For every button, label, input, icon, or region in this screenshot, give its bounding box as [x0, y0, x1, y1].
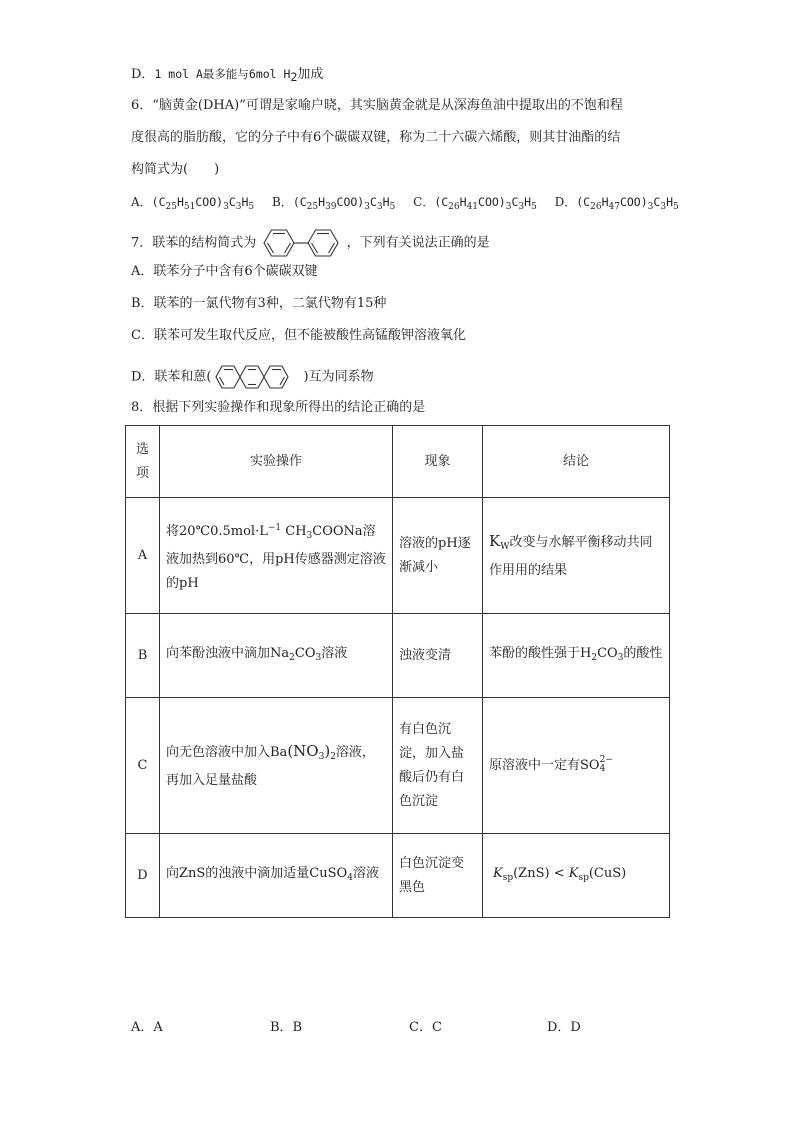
header-option: 选 项	[126, 426, 160, 498]
answer-option-d[interactable]: D．D	[547, 1020, 581, 1035]
q7-option-c: C．联苯可发生取代反应，但不能被酸性高锰酸钾溶液氧化	[131, 328, 466, 343]
q8-stem: 8．根据下列实验操作和现象所得出的结论正确的是	[131, 400, 426, 415]
table-row	[126, 834, 670, 918]
row-conclusion: $K_W$改变与水解平衡移动共同作用用的结果	[483, 498, 670, 614]
header-conclusion: 结论	[483, 426, 670, 498]
row-operation: 向无色溶液中加入$Ba(NO_3)_2$溶液，再加入足量盐酸	[160, 698, 393, 834]
header-phenomenon: 现象	[393, 426, 483, 498]
row-phenomenon: 有白色沉淀，加入盐酸后仍有白色沉淀	[393, 698, 483, 834]
row-operation: 将$20℃0.5mol\cdot L^{-1}$ $CH_3COONa$溶液加热到60℃，用pH传感器测定溶液的pH	[160, 498, 393, 614]
q7-option-b: B．联苯的一氯代物有3种，二氯代物有15种	[131, 296, 387, 311]
q8-table	[125, 425, 670, 918]
q7-stem: 7．联苯的结构简式为 ，下列有关说法正确的是	[131, 226, 490, 260]
q6-stem-line3: 构简式为( )	[131, 162, 220, 177]
header-operation: 实验操作	[160, 426, 393, 498]
q6-stem-line1: 6．“脑黄金(DHA)”可谓是家喻户晓，其实脑黄金就是从深海鱼油中提取出的不饱和程	[131, 98, 623, 113]
q6-option-c: C．$(C_{26}H_{41}COO)_3C_3H_5$	[413, 195, 537, 212]
table-header-row	[126, 426, 670, 498]
q6-option-d: D．$(C_{26}H_{47}COO)_3C_3H_5$	[554, 195, 679, 212]
row-operation: 向苯酚浊液中滴加$Na_2CO_3$溶液	[160, 614, 393, 698]
q7-option-d: D．联苯和蒽( )互为同系物	[131, 362, 374, 392]
q7-option-a: A．联苯分子中含有6个碳碳双键	[131, 264, 318, 279]
row-operation: 向ZnS的浊液中滴加适量CuSO$_4$溶液	[160, 834, 393, 918]
row-option: B	[126, 614, 160, 698]
row-phenomenon: 白色沉淀变黑色	[393, 834, 483, 918]
row-conclusion: $K_{sp}(ZnS) < K_{sp}(CuS)$	[483, 834, 670, 918]
q6-options	[131, 192, 679, 217]
answer-option-a[interactable]: A．A	[131, 1020, 163, 1035]
answer-option-b[interactable]: B．B	[270, 1020, 303, 1035]
row-phenomenon: 浊液变清	[393, 614, 483, 698]
table-row	[126, 498, 670, 614]
answer-option-c[interactable]: C．C	[409, 1020, 442, 1035]
row-conclusion: 原溶液中一定有SO 2− 4	[483, 698, 670, 834]
row-option: D	[126, 834, 160, 918]
row-option: C	[126, 698, 160, 834]
row-option: A	[126, 498, 160, 614]
row-phenomenon: 溶液的pH逐渐减小	[393, 498, 483, 614]
anthracene-structure-icon	[212, 362, 304, 392]
biphenyl-structure-icon	[260, 226, 342, 260]
table-row	[126, 614, 670, 698]
q5-option-d: D．1 mol A最多能与6mol $H_2$加成	[131, 67, 324, 84]
table-row	[126, 698, 670, 834]
q6-option-a: A．$(C_{25}H_{51}COO)_3C_3H_5$	[131, 195, 255, 212]
row-conclusion: 苯酚的酸性强于$H_2CO_3$的酸性	[483, 614, 670, 698]
q6-option-b: B．$(C_{25}H_{39}COO)_3C_3H_5$	[271, 195, 396, 212]
q6-stem-line2: 度很高的脂肪酸，它的分子中有6个碳碳双键，称为二十六碳六烯酸，则其甘油酯的结	[131, 130, 621, 145]
